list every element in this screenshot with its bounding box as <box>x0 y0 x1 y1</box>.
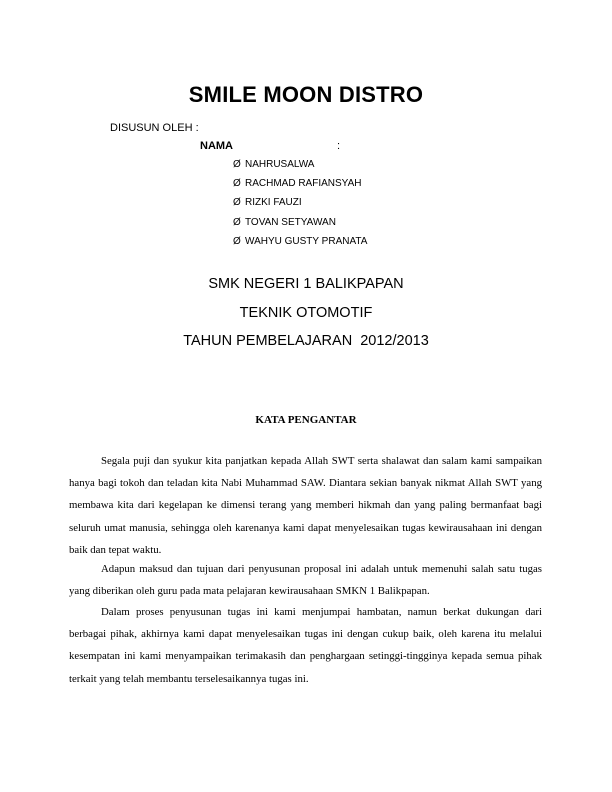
paragraph-1 <box>69 450 542 561</box>
paragraph-3 <box>69 601 542 690</box>
document-title: SMILE MOON DISTRO <box>188 82 424 107</box>
list-item <box>233 216 367 235</box>
paragraph-text: Adapun maksud dan tujuan dari penyusunan proposal ini adalah untuk memenuhi salah satu tugas yang diberikan oleh guru pada mata pelajaran kewirausahaan SMKN 1 Balikpapan. <box>69 563 542 598</box>
member-name: RACHMAD RAFIANSYAH <box>245 178 362 190</box>
section-title: KATA PENGANTAR <box>255 414 357 426</box>
member-name: NAHRUSALWA <box>245 159 315 170</box>
nama-label: NAMA <box>200 140 233 152</box>
paragraph-text: Segala puji dan syukur kita panjatkan kepada Allah SWT serta shalawat dan salam kami sampaikan hanya bagi tokoh dan teladan kita Nabi Muhammad SAW. Diantara sekian banyak nikmat Allah SWT yang membawa kita dari kegelapan ke dimensi terang yang memberi hikmah dan yang paling bermanfaat bagi seluruh umat manusia, sehingga oleh karenanya kami dapat menyelesaikan tugas kewirausahaan ini dengan baik dan tepat waktu. <box>69 455 542 556</box>
list-item <box>233 196 367 215</box>
member-name: WAHYU GUSTY PRANATA <box>245 235 368 247</box>
school-name: SMK NEGERI 1 BALIKPAPAN <box>208 276 404 292</box>
arrow-bullet-icon: Ø <box>233 178 241 190</box>
arrow-bullet-icon: Ø <box>233 159 241 170</box>
arrow-bullet-icon: Ø <box>233 216 241 228</box>
member-name: RIZKI FAUZI <box>245 197 302 209</box>
arrow-bullet-icon: Ø <box>233 197 241 209</box>
member-list <box>233 158 367 254</box>
nama-colon: : <box>337 140 341 152</box>
list-item <box>233 177 367 196</box>
list-item <box>233 235 367 254</box>
list-item <box>233 158 367 177</box>
academic-year: TAHUN PEMBELAJARAN 2012/2013 <box>183 333 429 349</box>
author-section-label: DISUSUN OLEH : <box>110 122 199 134</box>
paragraph-text: Dalam proses penyusunan tugas ini kami menjumpai hambatan, namun berkat dukungan dari berbagai pihak, akhirnya kami dapat menyelesaikan tugas ini dengan cukup baik, oleh karena itu melalui kesempatan ini kami menyampaikan terimakasih dan penghargaan setinggi-tingginya kepada semua pihak terkait yang telah membantu terselesaikannya tugas ini. <box>69 606 542 685</box>
department-name: TEKNIK OTOMOTIF <box>239 305 373 321</box>
paragraph-2 <box>69 558 542 602</box>
member-name: TOVAN SETYAWAN <box>245 216 336 228</box>
arrow-bullet-icon: Ø <box>233 235 241 247</box>
